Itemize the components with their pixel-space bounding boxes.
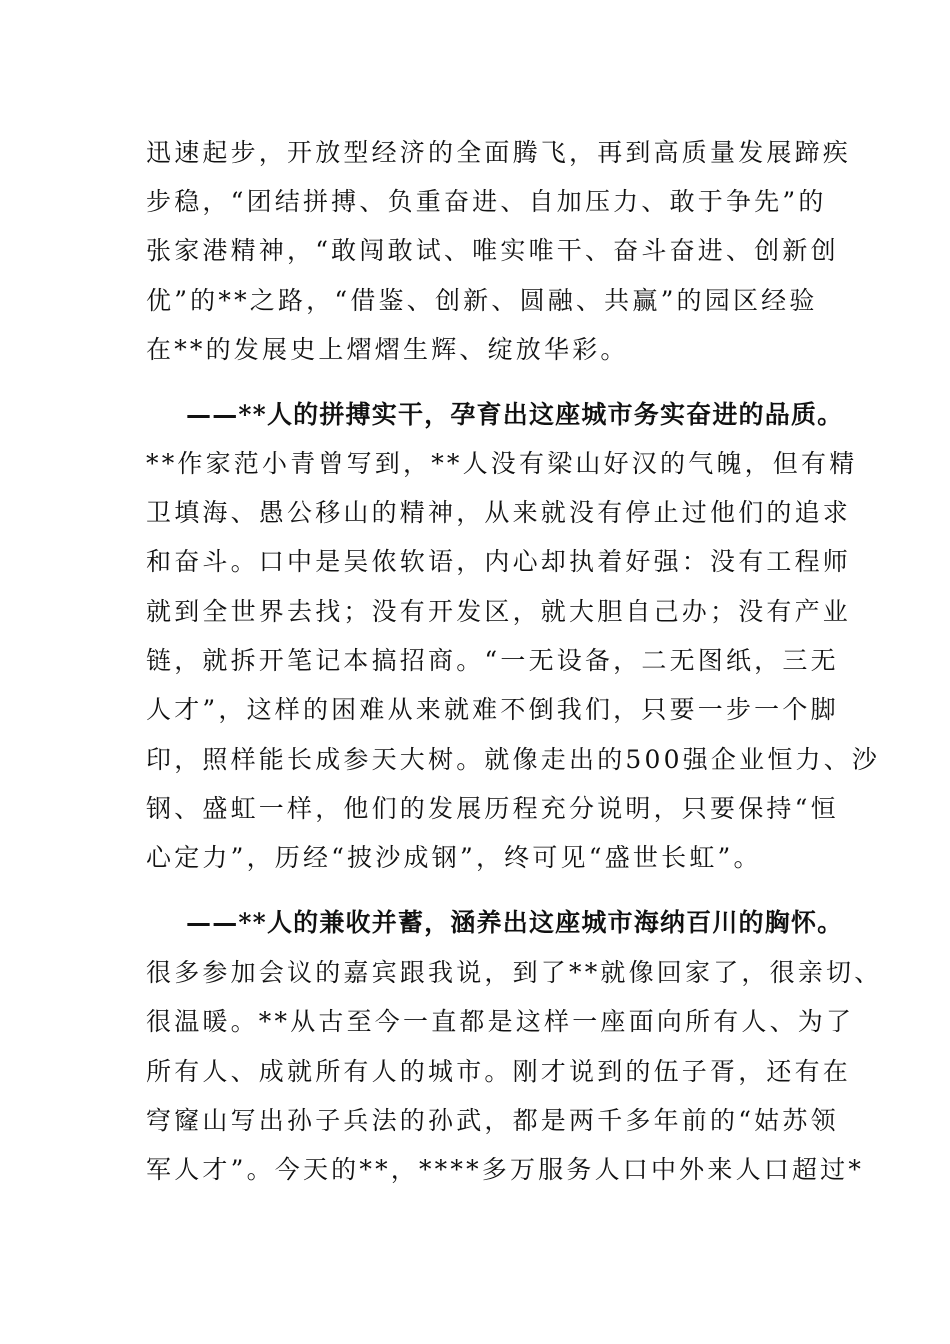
text-line: **作家范小青曾写到，**人没有梁山好汉的气魄，但有精 bbox=[146, 449, 858, 478]
text-line: 在**的发展史上熠熠生辉、绽放华彩。 bbox=[146, 335, 629, 364]
text-line: 卫填海、愚公移山的精神，从来就没有停止过他们的追求 bbox=[146, 498, 852, 527]
text-line: 优”的**之路，“借鉴、创新、圆融、共赢”的园区经验 bbox=[146, 286, 818, 315]
text-line: 钢、盛虹一样，他们的发展历程充分说明，只要保持“恒 bbox=[146, 794, 839, 823]
text-line: 迅速起步，开放型经济的全面腾飞，再到高质量发展蹄疾 bbox=[146, 138, 852, 167]
text-line: 心定力”，历经“披沙成钢”，终可见“盛世长虹”。 bbox=[146, 843, 762, 872]
section-heading: ——**人的兼收并蓄，涵养出这座城市海纳百川的胸怀。 bbox=[186, 908, 844, 937]
text-line: 穹窿山写出孙子兵法的孙武，都是两千多年前的“姑苏领 bbox=[146, 1106, 839, 1135]
text-line: 人才”，这样的困难从来就难不倒我们，只要一步一个脚 bbox=[146, 695, 839, 724]
text-line: 印，照样能长成参天大树。就像走出的500强企业恒力、沙 bbox=[146, 745, 881, 774]
text-line: 和奋斗。口中是吴侬软语，内心却执着好强：没有工程师 bbox=[146, 547, 852, 576]
text-line: 就到全世界去找；没有开发区，就大胆自己办；没有产业 bbox=[146, 597, 852, 626]
text-line: 步稳，“团结拼搏、负重奋进、自加压力、敢于争先”的 bbox=[146, 187, 827, 216]
text-line: 所有人、成就所有人的城市。刚才说到的伍子胥，还有在 bbox=[146, 1057, 852, 1086]
text-line: 很温暖。**从古至今一直都是这样一座面向所有人、为了 bbox=[146, 1007, 855, 1036]
section-heading: ——**人的拼搏实干，孕育出这座城市务实奋进的品质。 bbox=[186, 400, 844, 429]
text-line: 链，就拆开笔记本搞招商。“一无设备，二无图纸，三无 bbox=[146, 646, 839, 675]
text-line: 军人才”。今天的**，****多万服务人口中外来人口超过* bbox=[146, 1155, 865, 1184]
text-line: 张家港精神，“敢闯敢试、唯实唯干、奋斗奋进、创新创 bbox=[146, 236, 839, 265]
text-line: 很多参加会议的嘉宾跟我说，到了**就像回家了，很亲切、 bbox=[146, 958, 883, 987]
